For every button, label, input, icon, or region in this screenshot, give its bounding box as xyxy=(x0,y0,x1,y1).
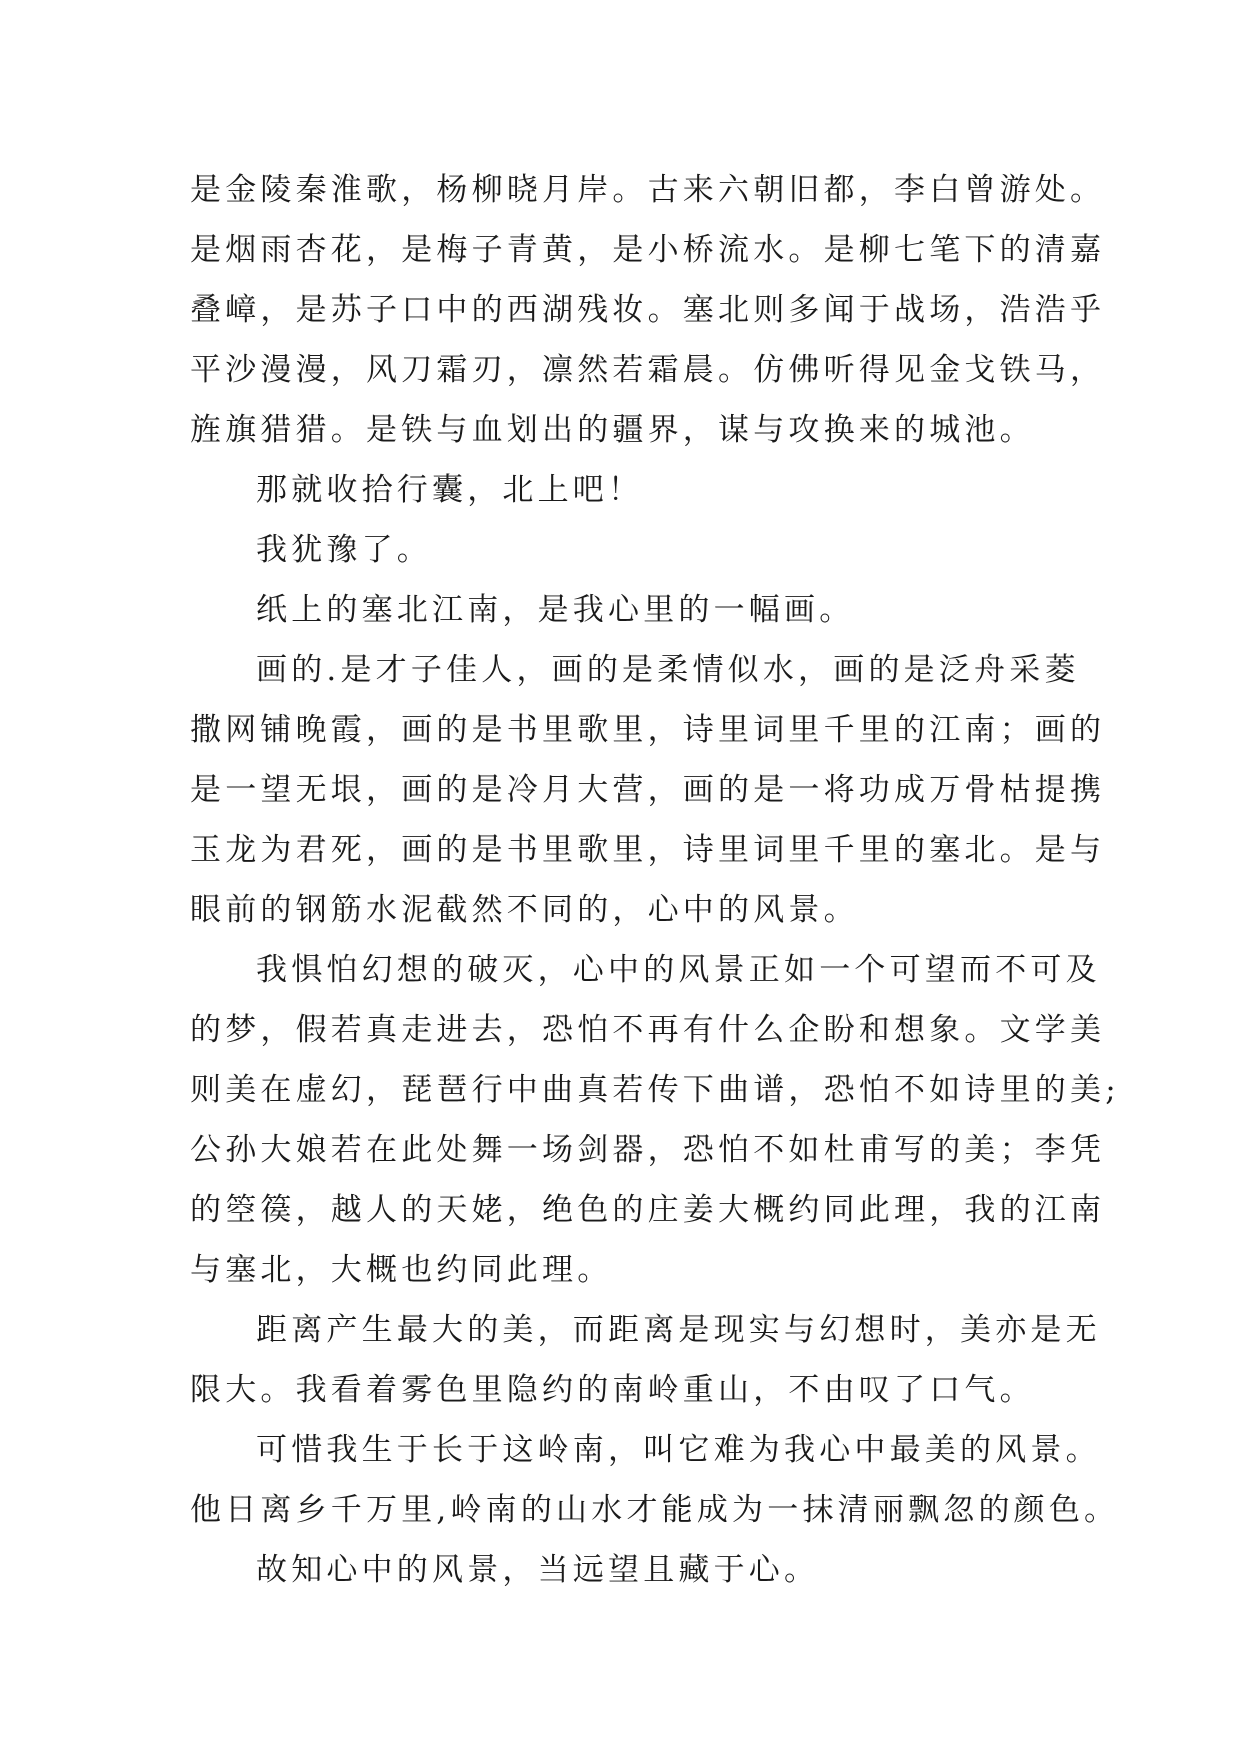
text-line: 是烟雨杏花，是梅子青黄，是小桥流水。是柳七笔下的清嘉 xyxy=(190,232,1106,268)
paragraph-start-line: 我犹豫了。 xyxy=(256,532,432,568)
text-line: 公孙大娘若在此处舞一场剑器，恐怕不如杜甫写的美；李凭 xyxy=(190,1132,1106,1168)
text-line: 他日离乡千万里,岭南的山水才能成为一抹清丽飘忽的颜色。 xyxy=(190,1492,1120,1528)
text-line: 的梦，假若真走进去，恐怕不再有什么企盼和想象。文学美 xyxy=(190,1012,1106,1048)
text-line: 叠嶂，是苏子口中的西湖残妆。塞北则多闻于战场，浩浩乎 xyxy=(190,292,1106,328)
paragraph-start-line: 画的.是才子佳人，画的是柔情似水，画的是泛舟采菱 xyxy=(256,652,1080,688)
text-line: 是一望无垠，画的是冷月大营，画的是一将功成万骨枯提携 xyxy=(190,772,1106,808)
paragraph-start-line: 我惧怕幻想的破灭，心中的风景正如一个可望而不可及 xyxy=(256,952,1101,988)
paragraph-start-line: 故知心中的风景，当远望且藏于心。 xyxy=(256,1552,820,1588)
text-line: 限大。我看着雾色里隐约的南岭重山，不由叹了口气。 xyxy=(190,1372,1035,1408)
text-line: 眼前的钢筋水泥截然不同的，心中的风景。 xyxy=(190,892,859,928)
text-line: 则美在虚幻，琵琶行中曲真若传下曲谱，恐怕不如诗里的美; xyxy=(190,1072,1120,1108)
essay-body xyxy=(190,160,1120,1600)
text-line: 撒网铺晚霞，画的是书里歌里，诗里词里千里的江南；画的 xyxy=(190,712,1106,748)
text-line: 玉龙为君死，画的是书里歌里，诗里词里千里的塞北。是与 xyxy=(190,832,1106,868)
paragraph-start-line: 可惜我生于长于这岭南，叫它难为我心中最美的风景。 xyxy=(256,1432,1101,1468)
paragraph-start-line: 距离产生最大的美，而距离是现实与幻想时，美亦是无 xyxy=(256,1312,1101,1348)
paragraph-start-line: 纸上的塞北江南，是我心里的一幅画。 xyxy=(256,592,855,628)
text-line: 的箜篌，越人的天姥，绝色的庄姜大概约同此理，我的江南 xyxy=(190,1192,1106,1228)
text-line: 平沙漫漫，风刀霜刃，凛然若霜晨。仿佛听得见金戈铁马， xyxy=(190,352,1106,388)
paragraph-start-line: 那就收拾行囊，北上吧！ xyxy=(256,472,644,508)
text-line: 旌旗猎猎。是铁与血划出的疆界，谋与攻换来的城池。 xyxy=(190,412,1035,448)
text-line: 与塞北，大概也约同此理。 xyxy=(190,1252,613,1288)
text-line: 是金陵秦淮歌，杨柳晓月岸。古来六朝旧都，李白曾游处。 xyxy=(190,172,1106,208)
